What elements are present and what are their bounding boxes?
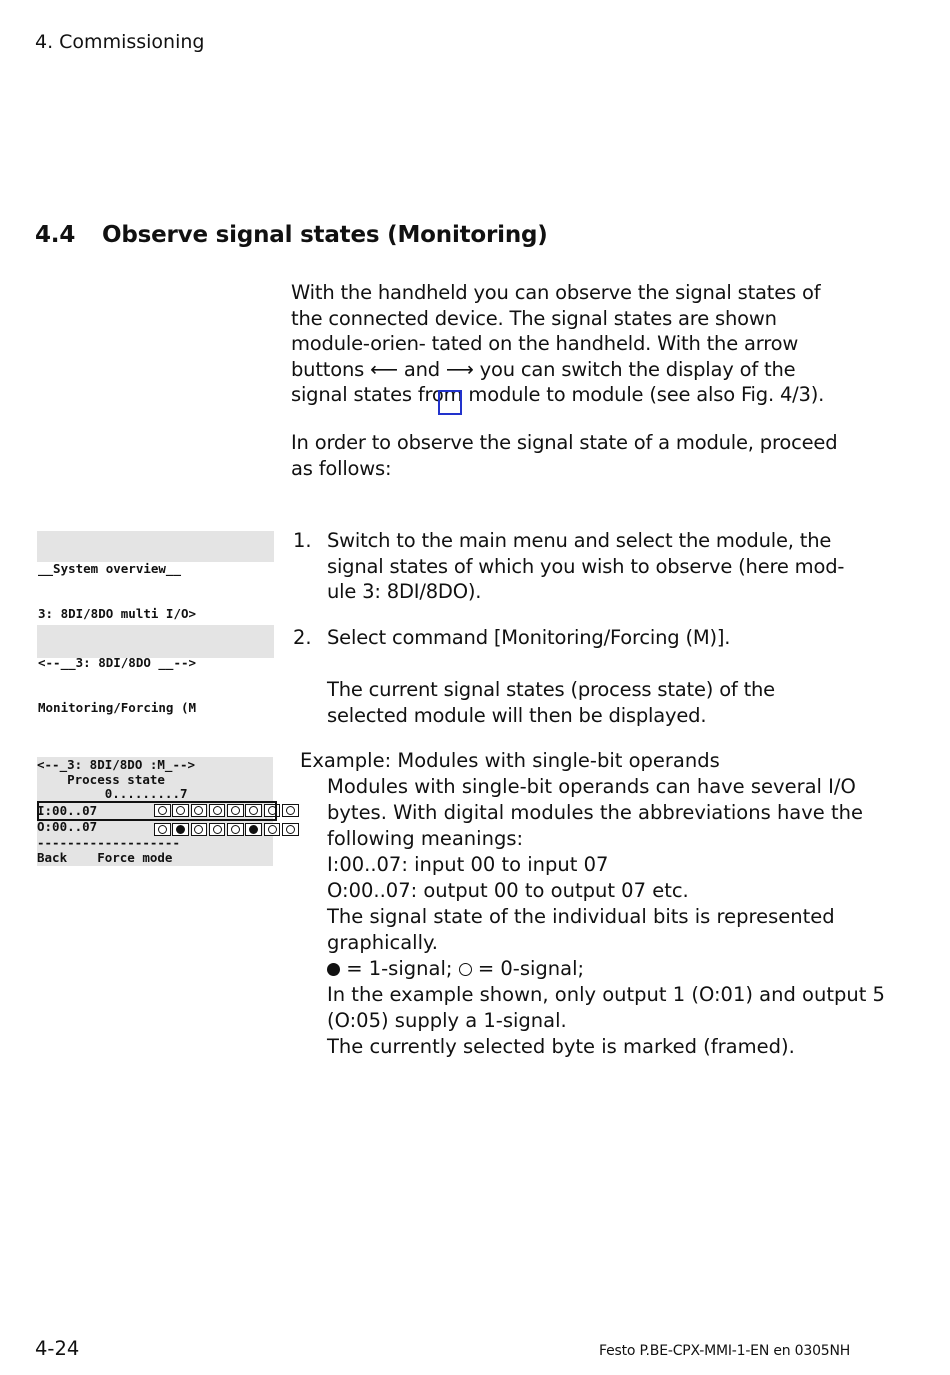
example-line: The signal state of the individual bits is represented (327, 905, 835, 928)
chapter-header: 4. Commissioning (35, 31, 205, 53)
step-number: 2. (293, 626, 312, 649)
empty-circle-icon (213, 825, 222, 834)
empty-circle-icon (459, 963, 472, 976)
lcd-line: <--_3: 8DI/8DO :M_--> (37, 757, 196, 772)
document-id: Festo P.BE-CPX-MMI-1-EN en 0305NH (599, 1343, 851, 1359)
example-line: The currently selected byte is marked (framed). (327, 1035, 795, 1058)
section-title: Observe signal states (Monitoring) (102, 222, 548, 248)
legend-zero-text: = 0-signal; (471, 957, 585, 980)
lcd-line: 3: 8DI/8DO multi I/O> (38, 606, 197, 621)
empty-circle-icon (158, 825, 167, 834)
mouse-cursor-box (438, 390, 462, 415)
example-line: O:00..07: output 00 to output 07 etc. (327, 879, 689, 902)
empty-circle-icon (194, 825, 203, 834)
lcd-line: __System overview__ (38, 561, 181, 576)
step-number: 1. (293, 529, 312, 552)
lcd-line: Monitoring/Forcing (M (38, 700, 197, 715)
intro-paragraph-2: In order to observe the signal state of a module, proceed as follows: (291, 431, 838, 480)
step-text: Switch to the main menu and select the module, the signal states of which you wish to observe (here mod- ule 3: 8DI/8DO). (327, 529, 845, 603)
lcd-inputs-label: I:00..07 (37, 803, 98, 818)
example-line: bytes. With digital modules the abbreviations have the (327, 801, 863, 824)
example-line: following meanings: (327, 827, 524, 850)
empty-circle-icon (268, 825, 277, 834)
bit-cell (245, 823, 262, 836)
step-result: The current signal states (process state) of the selected module will then be displayed. (327, 678, 775, 727)
intro-paragraph-1: With the handheld you can observe the signal states of the connected device. The signal states are shown module-orien- tated on the handheld. With the arrow buttons ⟵ and ⟶ you can switch the display of the signal states from module to module (see also Fig. 4/3). (291, 281, 825, 406)
example-line: graphically. (327, 931, 438, 954)
bit-cell (282, 823, 299, 836)
empty-circle-icon (286, 806, 295, 815)
lcd-system-overview (37, 531, 274, 621)
lcd-softkeys: Back Force mode (37, 850, 173, 865)
example-body (327, 774, 885, 1060)
example-line: (O:05) supply a 1-signal. (327, 1009, 567, 1032)
lcd-line: Process state (37, 772, 165, 787)
signal-legend (327, 956, 852, 982)
example-line: Modules with single-bit operands can have several I/O (327, 775, 856, 798)
filled-circle-icon (176, 825, 185, 834)
bit-cell (209, 823, 226, 836)
page-number: 4-24 (35, 1337, 80, 1360)
bit-cell (264, 823, 281, 836)
lcd-divider: ------------------- (37, 835, 180, 850)
bit-cell (227, 823, 244, 836)
filled-circle-icon (327, 963, 340, 976)
lcd-bit-scale: 0.........7 (37, 786, 188, 801)
empty-circle-icon (231, 825, 240, 834)
example-line: In the example shown, only output 1 (O:01) and output 5 (327, 983, 885, 1006)
bit-cell (282, 804, 299, 817)
filled-circle-icon (249, 825, 258, 834)
legend-one-text: = 1-signal; (340, 957, 459, 980)
selected-byte-frame (37, 801, 277, 821)
example-line: I:00..07: input 00 to input 07 (327, 853, 609, 876)
step-text: Select command [Monitoring/Forcing (M)]. (327, 626, 731, 649)
section-number: 4.4 (35, 222, 76, 248)
example-title: Example: Modules with single-bit operands (300, 749, 720, 772)
empty-circle-icon (286, 825, 295, 834)
lcd-monitoring-menu (37, 625, 274, 715)
bit-cell (191, 823, 208, 836)
lcd-line: <--__3: 8DI/8DO __--> (38, 655, 197, 670)
lcd-outputs-label: O:00..07 (37, 819, 98, 834)
